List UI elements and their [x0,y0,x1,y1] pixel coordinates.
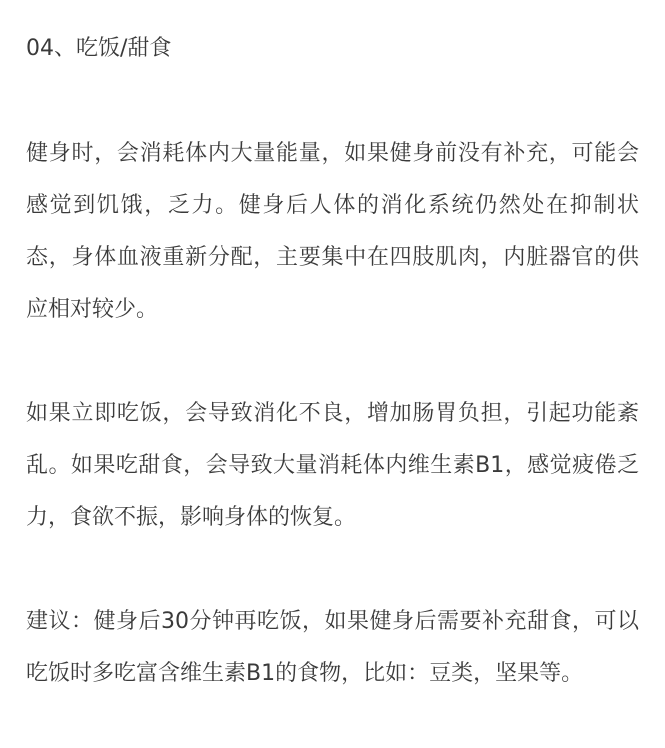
section-heading: 04、吃饭/甜食 [26,36,172,61]
paragraph-eating-effects: 如果立即吃饭，会导致消化不良，增加肠胃负担，引起功能紊乱。如果吃甜食，会导致大量消耗体内维生素B1，感觉疲倦乏力，食欲不振，影响身体的恢复。 [26,401,639,530]
paragraph-suggestion: 建议：健身后30分钟再吃饭，如果健身后需要补充甜食，可以吃饭时多吃富含维生素B1的食物，比如：豆类，坚果等。 [26,609,639,686]
paragraph-exercise-energy: 健身时，会消耗体内大量能量，如果健身前没有补充，可能会感觉到饥饿，乏力。健身后人体的消化系统仍然处在抑制状态，身体血液重新分配，主要集中在四肢肌肉，内脏器官的供应相对较少。 [26,141,639,322]
